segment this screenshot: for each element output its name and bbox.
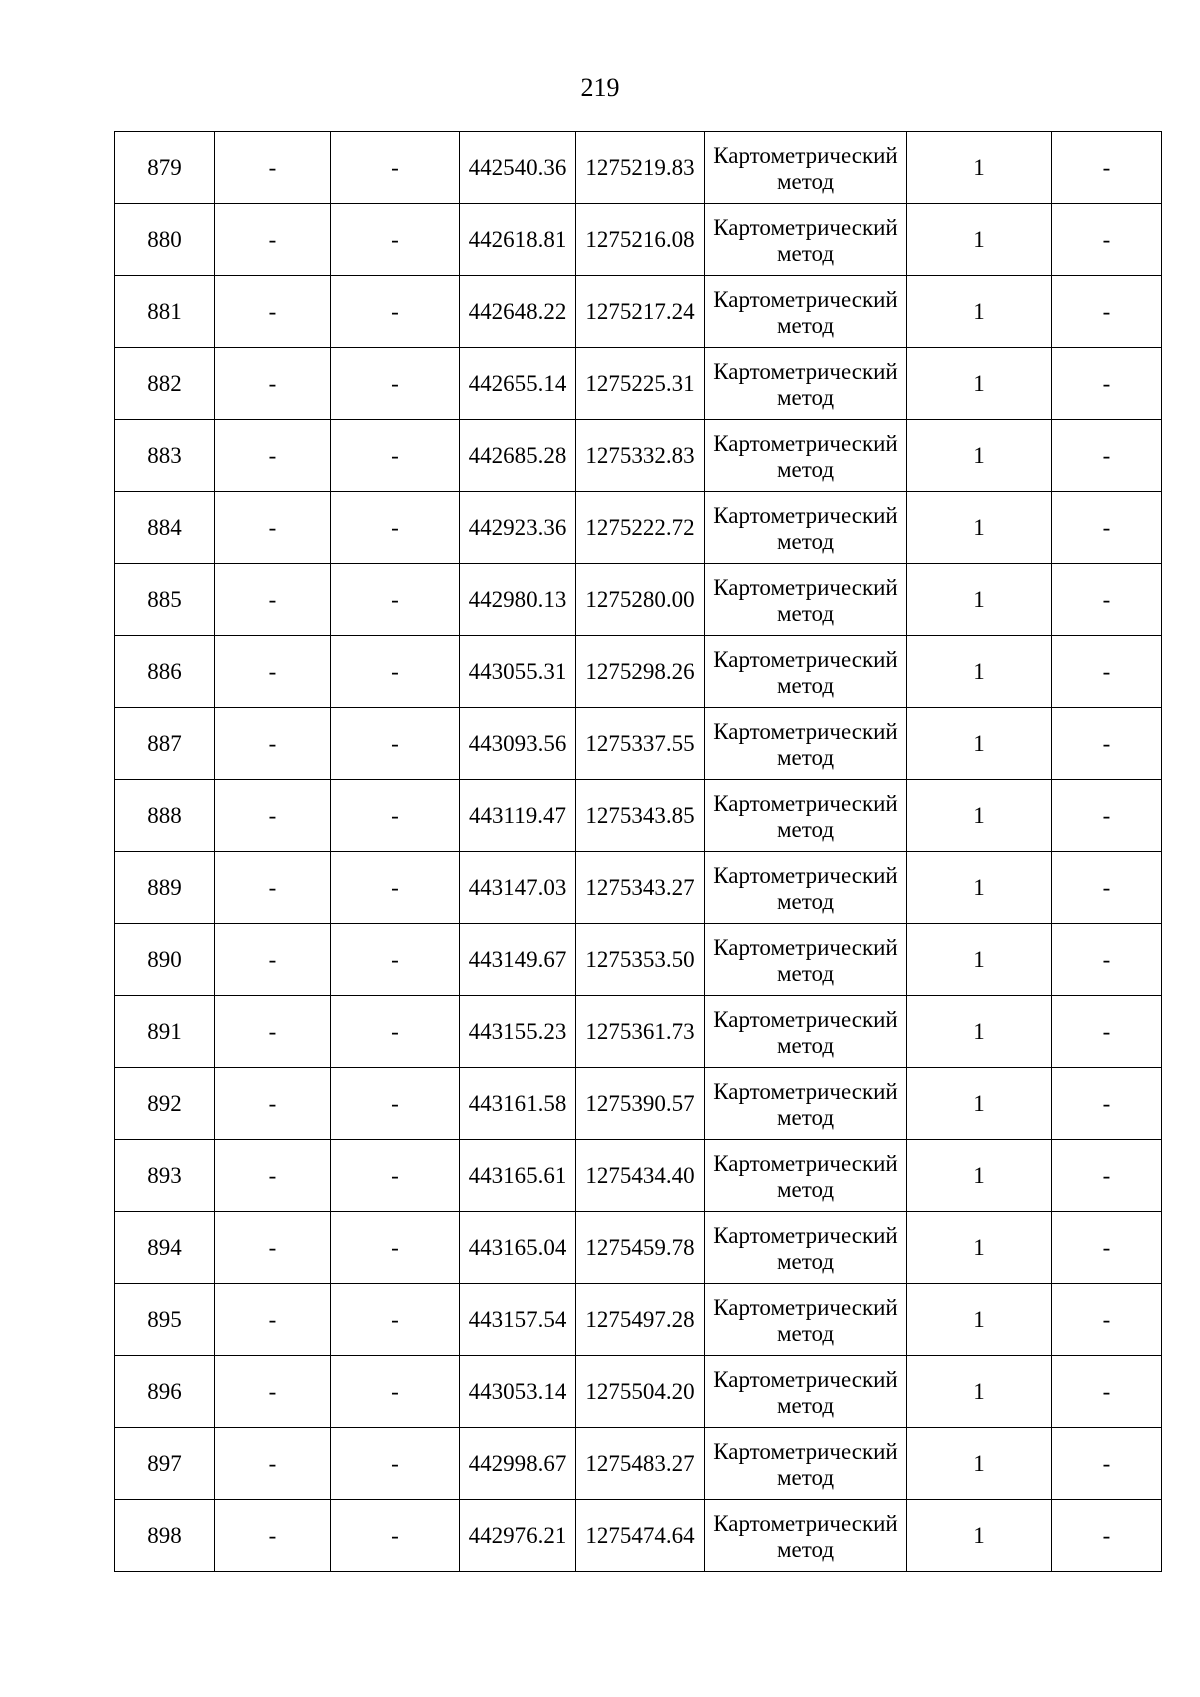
y-coordinate-cell: 1275343.27 — [576, 852, 705, 924]
col2-cell: - — [215, 564, 331, 636]
method-line-2: метод — [776, 1032, 835, 1058]
accuracy-cell: 1 — [907, 636, 1052, 708]
col2-cell: - — [215, 852, 331, 924]
point-number-cell: 884 — [115, 492, 215, 564]
col3-cell: - — [331, 276, 460, 348]
method-line-1: Картометрический — [713, 934, 898, 960]
method-line-2: метод — [776, 600, 835, 626]
table-row — [115, 276, 1162, 348]
x-coordinate-cell: 442540.36 — [460, 132, 576, 204]
table-row — [115, 708, 1162, 780]
y-coordinate-cell: 1275353.50 — [576, 924, 705, 996]
col3-cell: - — [331, 1068, 460, 1140]
x-coordinate-cell: 443093.56 — [460, 708, 576, 780]
x-coordinate-cell: 443165.04 — [460, 1212, 576, 1284]
col2-cell: - — [215, 996, 331, 1068]
table-row — [115, 996, 1162, 1068]
method-cell — [705, 852, 907, 924]
col2-cell: - — [215, 636, 331, 708]
x-coordinate-cell: 443055.31 — [460, 636, 576, 708]
note-cell: - — [1052, 276, 1162, 348]
method-cell — [705, 636, 907, 708]
note-cell: - — [1052, 132, 1162, 204]
method-cell — [705, 132, 907, 204]
table-row — [115, 1428, 1162, 1500]
note-cell: - — [1052, 1140, 1162, 1212]
method-line-1: Картометрический — [713, 1006, 898, 1032]
method-cell — [705, 492, 907, 564]
table-row — [115, 780, 1162, 852]
method-line-1: Картометрический — [713, 214, 898, 240]
note-cell: - — [1052, 708, 1162, 780]
accuracy-cell: 1 — [907, 852, 1052, 924]
table-row — [115, 1500, 1162, 1572]
x-coordinate-cell: 443147.03 — [460, 852, 576, 924]
col3-cell: - — [331, 204, 460, 276]
note-cell: - — [1052, 1356, 1162, 1428]
method-cell — [705, 348, 907, 420]
note-cell: - — [1052, 348, 1162, 420]
y-coordinate-cell: 1275361.73 — [576, 996, 705, 1068]
method-line-2: метод — [776, 1176, 835, 1202]
method-line-2: метод — [776, 888, 835, 914]
col3-cell: - — [331, 1428, 460, 1500]
y-coordinate-cell: 1275225.31 — [576, 348, 705, 420]
x-coordinate-cell: 443119.47 — [460, 780, 576, 852]
col2-cell: - — [215, 780, 331, 852]
x-coordinate-cell: 442998.67 — [460, 1428, 576, 1500]
accuracy-cell: 1 — [907, 564, 1052, 636]
method-line-1: Картометрический — [713, 1294, 898, 1320]
y-coordinate-cell: 1275217.24 — [576, 276, 705, 348]
y-coordinate-cell: 1275483.27 — [576, 1428, 705, 1500]
accuracy-cell: 1 — [907, 204, 1052, 276]
accuracy-cell: 1 — [907, 996, 1052, 1068]
point-number-cell: 883 — [115, 420, 215, 492]
point-number-cell: 894 — [115, 1212, 215, 1284]
x-coordinate-cell: 443157.54 — [460, 1284, 576, 1356]
accuracy-cell: 1 — [907, 1284, 1052, 1356]
method-line-2: метод — [776, 312, 835, 338]
note-cell: - — [1052, 1284, 1162, 1356]
coordinates-table — [114, 131, 1162, 1572]
y-coordinate-cell: 1275497.28 — [576, 1284, 705, 1356]
method-cell — [705, 780, 907, 852]
x-coordinate-cell: 443155.23 — [460, 996, 576, 1068]
method-line-1: Картометрический — [713, 1150, 898, 1176]
point-number-cell: 897 — [115, 1428, 215, 1500]
method-line-2: метод — [776, 1392, 835, 1418]
col2-cell: - — [215, 1428, 331, 1500]
method-line-1: Картометрический — [713, 502, 898, 528]
point-number-cell: 886 — [115, 636, 215, 708]
table-row — [115, 564, 1162, 636]
method-line-1: Картометрический — [713, 358, 898, 384]
col3-cell: - — [331, 1500, 460, 1572]
method-line-1: Картометрический — [713, 646, 898, 672]
x-coordinate-cell: 442923.36 — [460, 492, 576, 564]
table-row — [115, 132, 1162, 204]
accuracy-cell: 1 — [907, 276, 1052, 348]
method-cell — [705, 564, 907, 636]
accuracy-cell: 1 — [907, 708, 1052, 780]
x-coordinate-cell: 442980.13 — [460, 564, 576, 636]
col3-cell: - — [331, 492, 460, 564]
y-coordinate-cell: 1275459.78 — [576, 1212, 705, 1284]
col3-cell: - — [331, 420, 460, 492]
table-row — [115, 420, 1162, 492]
col3-cell: - — [331, 132, 460, 204]
col3-cell: - — [331, 636, 460, 708]
table-row — [115, 1140, 1162, 1212]
col3-cell: - — [331, 852, 460, 924]
note-cell: - — [1052, 564, 1162, 636]
y-coordinate-cell: 1275504.20 — [576, 1356, 705, 1428]
point-number-cell: 893 — [115, 1140, 215, 1212]
note-cell: - — [1052, 1212, 1162, 1284]
point-number-cell: 889 — [115, 852, 215, 924]
col2-cell: - — [215, 1068, 331, 1140]
accuracy-cell: 1 — [907, 924, 1052, 996]
y-coordinate-cell: 1275343.85 — [576, 780, 705, 852]
x-coordinate-cell: 442685.28 — [460, 420, 576, 492]
y-coordinate-cell: 1275216.08 — [576, 204, 705, 276]
y-coordinate-cell: 1275298.26 — [576, 636, 705, 708]
point-number-cell: 898 — [115, 1500, 215, 1572]
point-number-cell: 885 — [115, 564, 215, 636]
col2-cell: - — [215, 204, 331, 276]
method-line-2: метод — [776, 1248, 835, 1274]
y-coordinate-cell: 1275337.55 — [576, 708, 705, 780]
col3-cell: - — [331, 996, 460, 1068]
method-line-1: Картометрический — [713, 1366, 898, 1392]
table-row — [115, 852, 1162, 924]
method-line-1: Картометрический — [713, 286, 898, 312]
col2-cell: - — [215, 420, 331, 492]
col3-cell: - — [331, 1284, 460, 1356]
note-cell: - — [1052, 996, 1162, 1068]
accuracy-cell: 1 — [907, 1428, 1052, 1500]
method-cell — [705, 708, 907, 780]
col2-cell: - — [215, 924, 331, 996]
col3-cell: - — [331, 1356, 460, 1428]
method-line-2: метод — [776, 240, 835, 266]
col2-cell: - — [215, 1284, 331, 1356]
method-line-2: метод — [776, 744, 835, 770]
col3-cell: - — [331, 564, 460, 636]
table-row — [115, 204, 1162, 276]
method-line-2: метод — [776, 960, 835, 986]
col3-cell: - — [331, 780, 460, 852]
table-row — [115, 492, 1162, 564]
point-number-cell: 888 — [115, 780, 215, 852]
method-line-2: метод — [776, 1464, 835, 1490]
note-cell: - — [1052, 204, 1162, 276]
col2-cell: - — [215, 1140, 331, 1212]
accuracy-cell: 1 — [907, 1356, 1052, 1428]
point-number-cell: 891 — [115, 996, 215, 1068]
method-line-1: Картометрический — [713, 718, 898, 744]
method-line-2: метод — [776, 1104, 835, 1130]
method-line-2: метод — [776, 1320, 835, 1346]
point-number-cell: 890 — [115, 924, 215, 996]
table-row — [115, 1068, 1162, 1140]
note-cell: - — [1052, 852, 1162, 924]
method-line-1: Картометрический — [713, 790, 898, 816]
method-line-2: метод — [776, 528, 835, 554]
method-line-1: Картометрический — [713, 1222, 898, 1248]
method-cell — [705, 996, 907, 1068]
method-line-2: метод — [776, 384, 835, 410]
note-cell: - — [1052, 492, 1162, 564]
method-cell — [705, 1068, 907, 1140]
table-row — [115, 1212, 1162, 1284]
method-line-2: метод — [776, 672, 835, 698]
table-row — [115, 348, 1162, 420]
y-coordinate-cell: 1275434.40 — [576, 1140, 705, 1212]
table-row — [115, 924, 1162, 996]
method-line-1: Картометрический — [713, 862, 898, 888]
method-line-2: метод — [776, 456, 835, 482]
col2-cell: - — [215, 1356, 331, 1428]
point-number-cell: 887 — [115, 708, 215, 780]
method-cell — [705, 924, 907, 996]
accuracy-cell: 1 — [907, 1500, 1052, 1572]
method-cell — [705, 1284, 907, 1356]
method-line-1: Картометрический — [713, 142, 898, 168]
point-number-cell: 880 — [115, 204, 215, 276]
point-number-cell: 892 — [115, 1068, 215, 1140]
point-number-cell: 881 — [115, 276, 215, 348]
col3-cell: - — [331, 924, 460, 996]
x-coordinate-cell: 443165.61 — [460, 1140, 576, 1212]
page-number: 219 — [580, 73, 620, 102]
table-row — [115, 1284, 1162, 1356]
method-line-2: метод — [776, 168, 835, 194]
col3-cell: - — [331, 1140, 460, 1212]
col2-cell: - — [215, 348, 331, 420]
accuracy-cell: 1 — [907, 1140, 1052, 1212]
col2-cell: - — [215, 276, 331, 348]
table-row — [115, 636, 1162, 708]
note-cell: - — [1052, 636, 1162, 708]
method-cell — [705, 1140, 907, 1212]
x-coordinate-cell: 442618.81 — [460, 204, 576, 276]
method-line-1: Картометрический — [713, 430, 898, 456]
x-coordinate-cell: 442655.14 — [460, 348, 576, 420]
accuracy-cell: 1 — [907, 348, 1052, 420]
method-line-2: метод — [776, 816, 835, 842]
y-coordinate-cell: 1275222.72 — [576, 492, 705, 564]
point-number-cell: 882 — [115, 348, 215, 420]
note-cell: - — [1052, 780, 1162, 852]
accuracy-cell: 1 — [907, 492, 1052, 564]
col3-cell: - — [331, 1212, 460, 1284]
x-coordinate-cell: 443149.67 — [460, 924, 576, 996]
x-coordinate-cell: 442648.22 — [460, 276, 576, 348]
method-line-1: Картометрический — [713, 1510, 898, 1536]
method-line-1: Картометрический — [713, 1438, 898, 1464]
y-coordinate-cell: 1275219.83 — [576, 132, 705, 204]
method-cell — [705, 204, 907, 276]
method-cell — [705, 1356, 907, 1428]
y-coordinate-cell: 1275280.00 — [576, 564, 705, 636]
col3-cell: - — [331, 348, 460, 420]
y-coordinate-cell: 1275474.64 — [576, 1500, 705, 1572]
x-coordinate-cell: 443053.14 — [460, 1356, 576, 1428]
method-cell — [705, 276, 907, 348]
accuracy-cell: 1 — [907, 420, 1052, 492]
note-cell: - — [1052, 924, 1162, 996]
method-cell — [705, 1212, 907, 1284]
col2-cell: - — [215, 132, 331, 204]
y-coordinate-cell: 1275332.83 — [576, 420, 705, 492]
x-coordinate-cell: 443161.58 — [460, 1068, 576, 1140]
method-cell — [705, 420, 907, 492]
note-cell: - — [1052, 420, 1162, 492]
method-cell — [705, 1428, 907, 1500]
accuracy-cell: 1 — [907, 132, 1052, 204]
accuracy-cell: 1 — [907, 780, 1052, 852]
col3-cell: - — [331, 708, 460, 780]
method-line-2: метод — [776, 1536, 835, 1562]
note-cell: - — [1052, 1068, 1162, 1140]
method-line-1: Картометрический — [713, 574, 898, 600]
point-number-cell: 896 — [115, 1356, 215, 1428]
accuracy-cell: 1 — [907, 1068, 1052, 1140]
method-line-1: Картометрический — [713, 1078, 898, 1104]
table-row — [115, 1356, 1162, 1428]
col2-cell: - — [215, 492, 331, 564]
note-cell: - — [1052, 1500, 1162, 1572]
y-coordinate-cell: 1275390.57 — [576, 1068, 705, 1140]
x-coordinate-cell: 442976.21 — [460, 1500, 576, 1572]
col2-cell: - — [215, 708, 331, 780]
method-cell — [705, 1500, 907, 1572]
point-number-cell: 879 — [115, 132, 215, 204]
note-cell: - — [1052, 1428, 1162, 1500]
accuracy-cell: 1 — [907, 1212, 1052, 1284]
table-body — [115, 132, 1162, 1572]
col2-cell: - — [215, 1212, 331, 1284]
point-number-cell: 895 — [115, 1284, 215, 1356]
col2-cell: - — [215, 1500, 331, 1572]
